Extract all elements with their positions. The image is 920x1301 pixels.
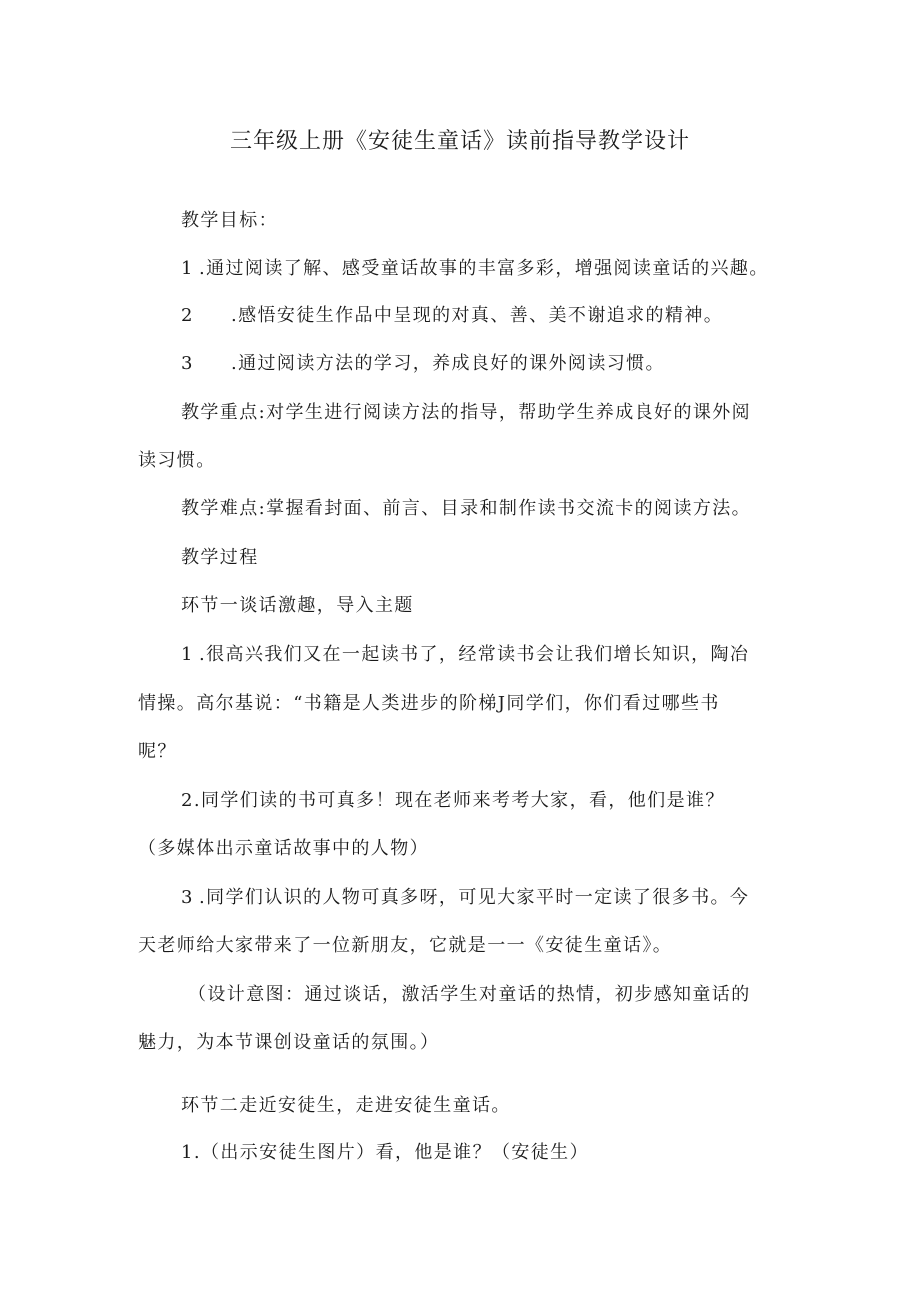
- section2-p1: 1.（出示安徒生图片）看，他是谁？（安徒生）: [181, 1142, 589, 1163]
- design-note-line-1: （设计意图：通过谈话，激活学生对童话的热情，初步感知童话的: [188, 984, 751, 1005]
- goal-item-2-text: .感悟安徒生作品中呈现的对真、善、美不谢追求的精神。: [231, 305, 724, 326]
- design-note-line-2: 魅力，为本节课创设童话的氛围。）: [138, 1032, 440, 1053]
- goal-item-2: [181, 304, 723, 328]
- section2-heading: 环节二走近安徒生，走进安徒生童话。: [181, 1095, 511, 1116]
- section1-p1-number: 1: [181, 644, 194, 665]
- key-point-line-1: 教学重点:对学生进行阅读方法的指导，帮助学生养成良好的课外阅: [181, 402, 752, 423]
- section1-heading: 环节一谈话激趣，导入主题: [181, 595, 414, 616]
- section1-p3-line-1: [181, 886, 749, 910]
- goal-item-3: [181, 352, 665, 376]
- section1-p3-line-2: 天老师给大家带来了一位新朋友，它就是一一《安徒生童话》。: [138, 935, 673, 956]
- section1-p3-number: 3: [181, 887, 194, 908]
- goal-item-2-number: 2: [181, 305, 194, 326]
- section1-p1-line-2: 情操。高尔基说：“书籍是人类进步的阶梯J同学们，你们看过哪些书: [138, 693, 720, 714]
- section1-p1-line-3: 呢？: [138, 741, 177, 762]
- process-heading: 教学过程: [181, 547, 259, 568]
- difficulty-line: 教学难点:掌握看封面、前言、目录和制作读书交流卡的阅读方法。: [181, 498, 752, 519]
- section1-p2-line-1: 2.同学们读的书可真多！现在老师来考考大家，看，他们是谁？: [181, 790, 725, 811]
- key-point-line-2: 读习惯。: [138, 450, 216, 471]
- goal-item-1: [181, 257, 769, 281]
- goals-heading: 教学目标：: [181, 210, 278, 231]
- section1-p1-line-1: [181, 643, 749, 667]
- goal-item-3-text: .通过阅读方法的学习，养成良好的课外阅读习惯。: [231, 353, 665, 374]
- goal-item-1-number: 1: [181, 258, 194, 279]
- document-title: 三年级上册《安徒生童话》读前指导教学设计: [229, 129, 690, 154]
- section1-p3-text: .同学们认识的人物可真多呀，可见大家平时一定读了很多书。今: [199, 887, 750, 908]
- goal-item-3-number: 3: [181, 353, 194, 374]
- goal-item-1-text: .通过阅读了解、感受童话故事的丰富多彩，增强阅读童话的兴趣。: [199, 258, 769, 279]
- section1-p1-text: .很高兴我们又在一起读书了，经常读书会让我们增长知识，陶冶: [199, 644, 750, 665]
- section1-p2-line-2: （多媒体出示童话故事中的人物）: [138, 838, 429, 859]
